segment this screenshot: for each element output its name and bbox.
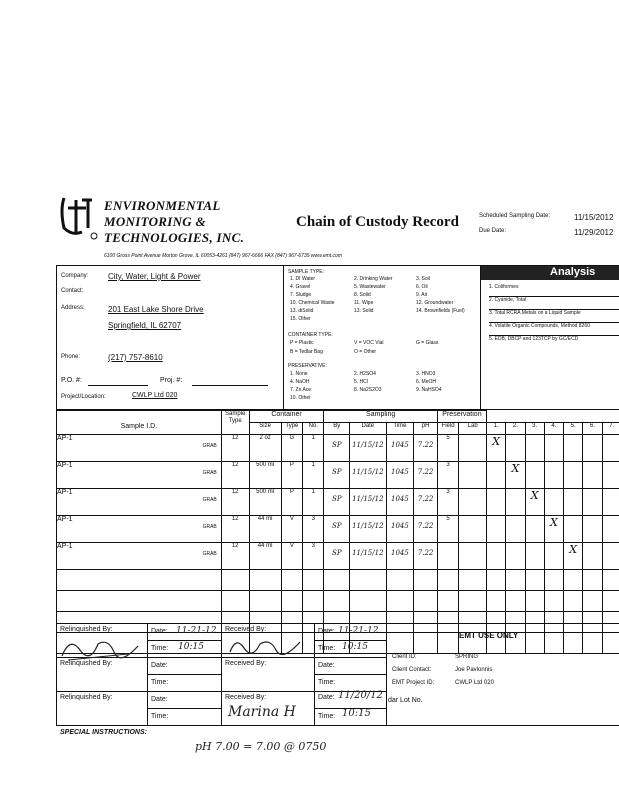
cell-field: 3 xyxy=(437,462,458,489)
table-row xyxy=(57,516,619,543)
received-by-label-2: Received By: xyxy=(225,660,267,667)
analysis-cell xyxy=(544,570,563,591)
cell-size: 44 ml xyxy=(249,516,281,543)
cell-field: 5 xyxy=(437,435,458,462)
cell-empty xyxy=(459,435,487,462)
sched-label: Scheduled Sampling Date: xyxy=(479,213,551,219)
cell-no: 3 xyxy=(303,543,324,570)
phone-value: (217) 757-8610 xyxy=(108,353,163,362)
cell-empty xyxy=(221,591,249,612)
field-hdr: Field xyxy=(437,423,458,435)
due-label: Due Date: xyxy=(479,228,507,234)
analysis-cell xyxy=(487,591,506,612)
sample-rows xyxy=(57,435,619,654)
cell-empty xyxy=(324,591,350,612)
x-mark-icon: X xyxy=(530,489,539,502)
cell-time: 1045 xyxy=(386,462,414,489)
cell-size: 500 ml xyxy=(249,489,281,516)
time-label-2: Time: xyxy=(151,679,169,686)
analysis-cell xyxy=(583,543,602,570)
page-title: Chain of Custody Record xyxy=(296,214,459,230)
cell-by: SP xyxy=(324,516,350,543)
relinquished-signature-1 xyxy=(58,632,148,662)
cell-type: 12 xyxy=(221,435,249,462)
special-instructions-note: pH 7.00 = 7.00 @ 0750 xyxy=(195,740,327,753)
analysis-cell xyxy=(544,489,563,516)
cell-ph: 7.22 xyxy=(414,462,438,489)
analysis-item: 4. Volatile Organic Compounds, Method 8260 xyxy=(489,323,619,336)
cell-empty xyxy=(414,570,438,591)
cell-size: 2 oz xyxy=(249,435,281,462)
analysis-cell xyxy=(487,543,506,570)
cell-no: 1 xyxy=(303,462,324,489)
analysis-item: 2. Cyanide, Total xyxy=(489,297,619,310)
time-value-1b: 10:15 xyxy=(342,642,368,652)
ct-item: O = Other xyxy=(354,349,377,355)
analysis-cell xyxy=(544,435,563,462)
cell-by: SP xyxy=(324,462,350,489)
cell-empty xyxy=(459,489,487,516)
st-item: 1. DI Water xyxy=(290,276,316,282)
analysis-cell xyxy=(583,591,602,612)
cell-by: SP xyxy=(324,543,350,570)
cell-empty xyxy=(221,570,249,591)
st-item: 6. Oil xyxy=(416,284,428,290)
analysis-col-4: 4. xyxy=(544,423,563,435)
cell-field: 5 xyxy=(437,516,458,543)
container-hdr: Container xyxy=(249,411,324,423)
analysis-col-3: 3. xyxy=(525,423,544,435)
analysis-cell xyxy=(544,591,563,612)
pv-item: 5. HCl xyxy=(354,379,368,385)
cell-by: SP xyxy=(324,489,350,516)
cell-type: 12 xyxy=(221,489,249,516)
st-item: 15. Other xyxy=(290,316,311,322)
cell-ctype: V xyxy=(281,543,302,570)
received-signature-3: Marina H xyxy=(228,704,296,720)
company-name-line1: ENVIRONMENTAL xyxy=(104,198,221,213)
client-id-label: Client ID: xyxy=(392,654,417,660)
analysis-item: 1. Coliformes xyxy=(489,284,619,297)
table-row xyxy=(57,591,619,612)
st-item: 12. Groundwater xyxy=(416,300,454,306)
analysis-cell xyxy=(602,462,619,489)
analysis-check-mark xyxy=(487,435,506,462)
analysis-cell xyxy=(583,462,602,489)
type-hdr: Type xyxy=(281,423,302,435)
analysis-cell xyxy=(487,462,506,489)
project-id-value: CWLP Ltd 020 xyxy=(455,680,494,686)
analysis-cell xyxy=(564,591,583,612)
analysis-cell xyxy=(506,489,525,516)
analysis-col-1: 1. xyxy=(487,423,506,435)
cell-empty xyxy=(437,570,458,591)
analysis-cell xyxy=(487,570,506,591)
cell-empty xyxy=(459,591,487,612)
date-label-3b: Date: xyxy=(318,694,335,701)
analysis-cell xyxy=(602,570,619,591)
due-value: 11/29/2012 xyxy=(574,228,614,237)
cell-ph: 7.22 xyxy=(414,489,438,516)
cell-empty xyxy=(57,591,222,612)
time-hdr: Time xyxy=(386,423,414,435)
analysis-cell xyxy=(506,591,525,612)
special-instructions-label: SPECIAL INSTRUCTIONS: xyxy=(60,729,147,736)
x-mark-icon: X xyxy=(492,435,501,448)
cell-id xyxy=(57,516,222,543)
sample-id: AP-1 xyxy=(57,435,73,442)
cell-empty xyxy=(414,591,438,612)
cell-no: 1 xyxy=(303,435,324,462)
company-address: 6100 Gross Point Avenue Morton Grove, IL 60053-4261 (847) 967-6666 FAX (847) 967-6735 www.emt.com xyxy=(104,253,343,259)
analysis-cell xyxy=(506,516,525,543)
sample-kind: GRAB xyxy=(202,443,217,449)
pv-item: 6. MeOH xyxy=(416,379,437,385)
sample-table xyxy=(56,410,619,654)
analysis-check-mark xyxy=(564,543,583,570)
sample-kind: GRAB xyxy=(202,497,217,503)
time-label-3b: Time: xyxy=(318,713,336,720)
cell-ph: 7.22 xyxy=(414,543,438,570)
cell-id xyxy=(57,489,222,516)
analysis-cell xyxy=(564,435,583,462)
analysis-cell xyxy=(602,435,619,462)
cell-field: 3 xyxy=(437,489,458,516)
relinquished-by-label-2: Relinquished By: xyxy=(60,660,113,667)
st-item: 13. diSolid xyxy=(290,308,314,314)
table-row xyxy=(57,543,619,570)
cell-time: 1045 xyxy=(386,516,414,543)
cell-empty xyxy=(437,591,458,612)
received-signature-1 xyxy=(226,634,306,658)
sample-id: AP-1 xyxy=(57,543,73,550)
sample-id-hdr: Sample I.D. xyxy=(57,423,222,435)
analysis-cell xyxy=(564,462,583,489)
preservation-hdr: Preservation xyxy=(437,411,486,423)
container-type-title: CONTAINER TYPE: xyxy=(288,332,333,338)
cell-empty xyxy=(350,591,386,612)
cell-no: 3 xyxy=(303,516,324,543)
date-label-2: Date: xyxy=(151,662,168,669)
cell-empty xyxy=(350,570,386,591)
sample-id: AP-1 xyxy=(57,462,73,469)
cell-ctype: V xyxy=(281,516,302,543)
sample-type-hdr: Sample Type xyxy=(221,411,249,435)
relinquished-by-label-3: Relinquished By: xyxy=(60,694,113,701)
pv-item: 3. HNO3 xyxy=(416,371,436,377)
analysis-check-mark xyxy=(525,489,544,516)
cell-ph: 7.22 xyxy=(414,516,438,543)
company-value: City, Water, Light & Power xyxy=(108,272,201,281)
cell-date: 11/15/12 xyxy=(350,435,386,462)
analysis-cell xyxy=(602,489,619,516)
contact-label: Contact: xyxy=(61,288,84,294)
cell-id xyxy=(57,543,222,570)
st-item: 8. Solid xyxy=(354,292,371,298)
cell-time: 1045 xyxy=(386,543,414,570)
st-item: 11. Wipe xyxy=(354,300,374,306)
sampling-hdr: Sampling xyxy=(324,411,437,423)
cell-type: 12 xyxy=(221,462,249,489)
date-hdr: Date xyxy=(350,423,386,435)
proj-label: Proj. #: xyxy=(160,377,183,384)
ph-hdr: pH xyxy=(414,423,438,435)
sample-kind: GRAB xyxy=(202,524,217,530)
client-id-value: SPRING xyxy=(455,654,479,660)
analysis-cell xyxy=(602,543,619,570)
date-value-3b: 11/20/12 xyxy=(338,690,383,701)
cell-field xyxy=(437,543,458,570)
time-label-1: Time: xyxy=(151,645,169,652)
cell-ctype: G xyxy=(281,435,302,462)
date-label-1: Date: xyxy=(151,628,168,635)
no-hdr: No. xyxy=(303,423,324,435)
analysis-cell xyxy=(525,516,544,543)
cell-empty xyxy=(324,570,350,591)
project-label: Project/Location: xyxy=(61,394,106,400)
cell-size: 44 ml xyxy=(249,543,281,570)
pv-item: 1. None xyxy=(290,371,308,377)
ct-item: V = VOC Vial xyxy=(354,340,384,346)
address-label: Address: xyxy=(61,305,85,311)
analysis-cell xyxy=(583,435,602,462)
date-label-1b: Date: xyxy=(318,628,335,635)
cell-empty xyxy=(281,591,302,612)
project-id-label: EMT Project ID: xyxy=(392,680,435,686)
sample-id: AP-1 xyxy=(57,489,73,496)
cell-time: 1045 xyxy=(386,489,414,516)
analysis-cell xyxy=(506,570,525,591)
analysis-cell xyxy=(487,489,506,516)
table-row xyxy=(57,435,619,462)
cell-date: 11/15/12 xyxy=(350,462,386,489)
analysis-item: 5. EDB, DBCP and 123TCP by GC/ECD xyxy=(489,336,579,342)
cell-empty xyxy=(57,570,222,591)
cell-date: 11/15/12 xyxy=(350,489,386,516)
analysis-cell xyxy=(525,462,544,489)
st-item: 2. Drinking Water xyxy=(354,276,393,282)
cell-ctype: P xyxy=(281,462,302,489)
sample-type-title: SAMPLE TYPE: xyxy=(288,269,325,275)
cell-id xyxy=(57,462,222,489)
lab-hdr: Lab xyxy=(459,423,487,435)
time-value-1: 10:15 xyxy=(178,642,204,652)
relinquished-by-label-1: Relinquished By: xyxy=(60,626,113,633)
date-value-1: 11-21-12 xyxy=(176,626,217,636)
sample-kind: GRAB xyxy=(202,470,217,476)
company-name-line3: TECHNOLOGIES, INC. xyxy=(104,230,245,245)
time-label-3: Time: xyxy=(151,713,169,720)
cell-size: 500 ml xyxy=(249,462,281,489)
analysis-cell xyxy=(583,516,602,543)
pv-item: 2. H2SO4 xyxy=(354,371,376,377)
st-item: 10. Chemical Waste xyxy=(290,300,335,306)
cell-type: 12 xyxy=(221,516,249,543)
analysis-cell xyxy=(525,543,544,570)
analysis-item: 3. Total RCRA Metals on a Liquid Sample xyxy=(489,310,619,323)
x-mark-icon: X xyxy=(569,543,578,556)
analysis-cell xyxy=(525,435,544,462)
cell-ph: 7.22 xyxy=(414,435,438,462)
emt-use-title: EMT USE ONLY xyxy=(459,631,519,640)
cedar-lot-label: dar Lot No. xyxy=(388,697,423,704)
st-item: 9. Air xyxy=(416,292,428,298)
project-value: CWLP Ltd 020 xyxy=(132,392,178,399)
st-item: 13. Solid xyxy=(354,308,374,314)
sample-kind: GRAB xyxy=(202,551,217,557)
emt-logo-icon xyxy=(58,188,100,240)
cell-empty xyxy=(303,591,324,612)
analysis-cell xyxy=(602,591,619,612)
time-label-1b: Time: xyxy=(318,645,336,652)
cell-id xyxy=(57,435,222,462)
cell-no: 1 xyxy=(303,489,324,516)
sample-id: AP-1 xyxy=(57,516,73,523)
x-mark-icon: X xyxy=(511,462,520,475)
analysis-check-mark xyxy=(544,516,563,543)
client-contact-label: Client Contact: xyxy=(392,667,432,673)
st-item: 4. Gravel xyxy=(290,284,311,290)
phone-label: Phone: xyxy=(61,354,81,360)
analysis-check-mark xyxy=(506,462,525,489)
analysis-cell xyxy=(525,591,544,612)
analysis-cell xyxy=(564,570,583,591)
cell-type: 12 xyxy=(221,543,249,570)
x-mark-icon: X xyxy=(550,516,558,529)
cell-ctype: P xyxy=(281,489,302,516)
cell-empty xyxy=(386,591,414,612)
cell-empty xyxy=(249,570,281,591)
pv-item: 4. NaOH xyxy=(290,379,310,385)
cell-empty xyxy=(459,462,487,489)
analysis-col-6: 6. xyxy=(583,423,602,435)
analysis-cell xyxy=(564,516,583,543)
date-label-2b: Date: xyxy=(318,662,335,669)
date-value-1b: 11-21-12 xyxy=(338,626,379,636)
analysis-cell xyxy=(506,543,525,570)
cell-empty xyxy=(459,543,487,570)
date-label-3: Date: xyxy=(151,696,168,703)
table-row xyxy=(57,570,619,591)
cell-empty xyxy=(459,516,487,543)
pv-item: 8. Na2S2O3 xyxy=(354,387,382,393)
analysis-cell xyxy=(544,543,563,570)
table-row xyxy=(57,489,619,516)
ct-item: G = Glass xyxy=(416,340,439,346)
cell-empty xyxy=(281,570,302,591)
received-by-label-3: Received By: xyxy=(225,694,267,701)
time-label-2b: Time: xyxy=(318,679,336,686)
cell-empty xyxy=(303,570,324,591)
analysis-cell xyxy=(583,570,602,591)
emt-logo xyxy=(58,188,100,240)
cell-empty xyxy=(459,570,487,591)
company-label: Company: xyxy=(61,273,89,279)
analysis-col-5: 5. xyxy=(564,423,583,435)
analysis-col-7: 7. xyxy=(602,423,619,435)
po-label: P.O. #: xyxy=(61,377,82,384)
ct-item: P = Plastic xyxy=(290,340,314,346)
size-hdr: Size xyxy=(249,423,281,435)
cell-date: 11/15/12 xyxy=(350,543,386,570)
cell-by: SP xyxy=(324,435,350,462)
address-value-2: Springfield, IL 62707 xyxy=(108,321,182,330)
time-value-3b: 10:15 xyxy=(342,708,371,719)
st-item: 3. Soil xyxy=(416,276,430,282)
analysis-cell xyxy=(544,462,563,489)
analysis-cell xyxy=(506,435,525,462)
cell-date: 11/15/12 xyxy=(350,516,386,543)
sched-value: 11/15/2012 xyxy=(574,213,614,222)
cell-time: 1045 xyxy=(386,435,414,462)
pv-item: 10. Other xyxy=(290,395,311,401)
pv-item: 9. NaHSO4 xyxy=(416,387,442,393)
pv-item: 7. Zn Ace xyxy=(290,387,312,393)
address-value-1: 201 East Lake Shore Drive xyxy=(108,305,204,314)
ct-item: B = Tedlar Bag xyxy=(290,349,323,355)
analysis-cell xyxy=(583,489,602,516)
analysis-cell xyxy=(487,516,506,543)
analysis-title: Analysis xyxy=(550,266,596,278)
analysis-col-2: 2. xyxy=(506,423,525,435)
analysis-cell xyxy=(564,489,583,516)
table-row xyxy=(57,462,619,489)
client-contact-value: Joe Pavlonnis xyxy=(455,667,493,673)
company-name-line2: MONITORING & xyxy=(104,214,206,229)
analysis-cell xyxy=(602,516,619,543)
by-hdr: By xyxy=(324,423,350,435)
cell-empty xyxy=(386,570,414,591)
preservative-title: PRESERVATIVE: xyxy=(288,363,327,369)
cell-empty xyxy=(249,591,281,612)
st-item: 5. Wastewater xyxy=(354,284,386,290)
st-item: 14. Brownfields (Fuel) xyxy=(416,308,465,314)
received-by-label-1: Received By: xyxy=(225,626,267,633)
analysis-cell xyxy=(525,570,544,591)
st-item: 7. Sludge xyxy=(290,292,312,298)
